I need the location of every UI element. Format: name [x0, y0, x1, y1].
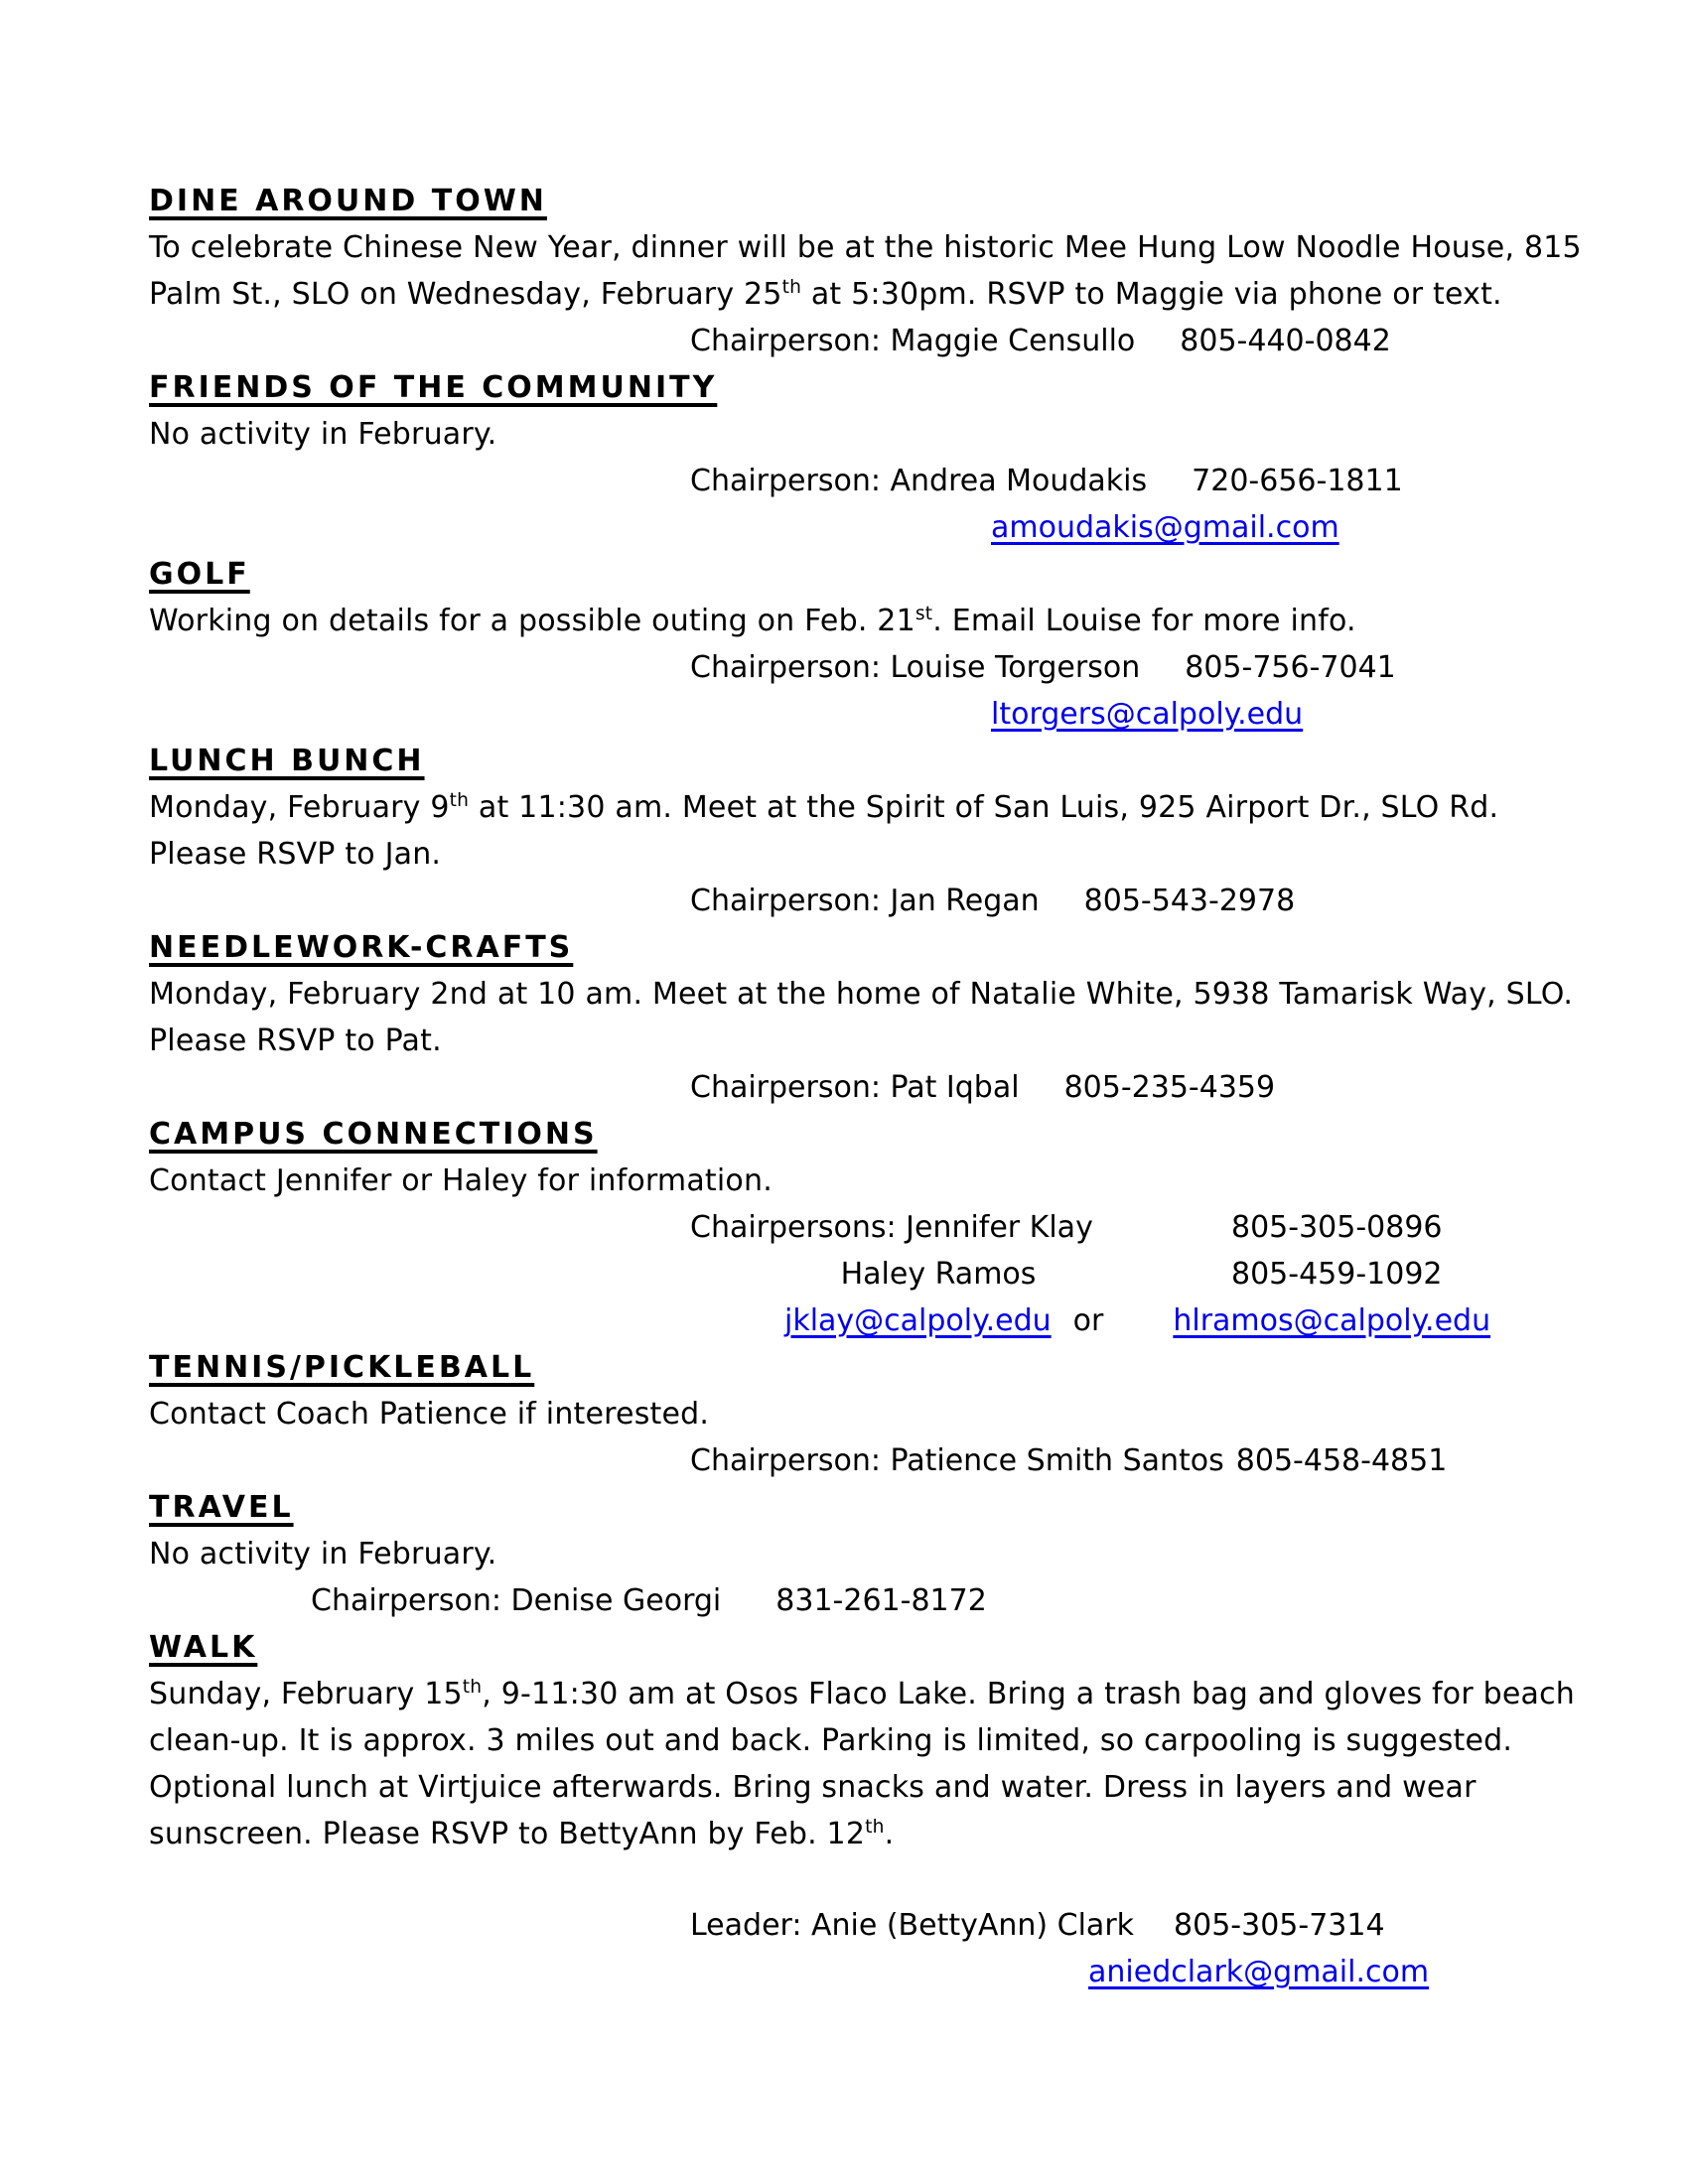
travel-contact-label: Chairperson: Denise Georgi [311, 1583, 722, 1618]
golf-contact-label: Chairperson: Louise Torgerson [690, 650, 1141, 685]
walk-leader-line [149, 1902, 1589, 1949]
friends-contact-phone: 720-656-1811 [1192, 464, 1403, 498]
walk-title: WALK [149, 1630, 258, 1665]
section-campus-connections [149, 1111, 1589, 1344]
section-dine-around-town [149, 178, 1589, 364]
golf-email-line [149, 691, 1589, 738]
campus-contact-label-2: Haley Ramos [840, 1257, 1037, 1292]
section-friends-of-the-community [149, 364, 1589, 551]
needlework-contact-phone: 805-235-4359 [1063, 1070, 1276, 1105]
needlework-contact-line [149, 1064, 1589, 1111]
walk-leader-label: Leader: Anie (BettyAnn) Clark [690, 1908, 1135, 1943]
walk-leader-phone: 805-305-7314 [1174, 1908, 1385, 1943]
email-link-aniedclark[interactable]: aniedclark@gmail.com [1088, 1955, 1430, 1989]
friends-contact-line [149, 458, 1589, 504]
email-or-separator: or [1072, 1303, 1104, 1338]
travel-body: No activity in February. [149, 1537, 497, 1571]
needlework-contact-label: Chairperson: Pat Iqbal [690, 1070, 1020, 1105]
needlework-title: NEEDLEWORK-CRAFTS [149, 930, 574, 965]
tennis-contact-label: Chairperson: Patience Smith Santos [690, 1443, 1224, 1478]
tennis-body: Contact Coach Patience if interested. [149, 1397, 710, 1432]
dine-contact-label: Chairperson: Maggie Censullo [690, 324, 1136, 358]
campus-contact-phone-1: 805-305-0896 [1231, 1210, 1443, 1245]
tennis-contact-line [149, 1437, 1589, 1484]
campus-contact-phone-2: 805-459-1092 [1231, 1257, 1443, 1292]
golf-contact-line [149, 644, 1589, 691]
dine-title: DINE AROUND TOWN [149, 184, 547, 218]
campus-contact-line-1 [149, 1204, 1589, 1251]
friends-body: No activity in February. [149, 417, 497, 452]
tennis-contact-phone: 805-458-4851 [1235, 1443, 1448, 1478]
golf-title: GOLF [149, 557, 250, 592]
golf-contact-phone: 805-756-7041 [1185, 650, 1396, 685]
walk-email-line [149, 1949, 1589, 1995]
section-lunch-bunch [149, 738, 1589, 924]
friends-title: FRIENDS OF THE COMMUNITY [149, 370, 718, 405]
tennis-title: TENNIS/PICKLEBALL [149, 1350, 535, 1385]
friends-contact-label: Chairperson: Andrea Moudakis [690, 464, 1148, 498]
section-walk [149, 1624, 1589, 1995]
lunch-title: LUNCH BUNCH [149, 744, 425, 778]
lunch-contact-line [149, 878, 1589, 924]
campus-title: CAMPUS CONNECTIONS [149, 1117, 598, 1152]
campus-email-line [149, 1297, 1589, 1344]
section-tennis-pickleball [149, 1344, 1589, 1484]
email-link-amoudakis[interactable]: amoudakis@gmail.com [991, 510, 1339, 545]
dine-contact-line [149, 318, 1589, 364]
travel-contact-line [149, 1577, 1589, 1624]
section-needlework-crafts [149, 924, 1589, 1111]
section-travel [149, 1484, 1589, 1624]
campus-contact-label-1: Chairpersons: Jennifer Klay [690, 1210, 1093, 1245]
lunch-contact-phone: 805-543-2978 [1083, 884, 1296, 918]
lunch-body: Monday, February 9th at 11:30 am. Meet at the Spirit of San Luis, 925 Airport Dr., SLO Rd. Please RSVP to Jan. [149, 790, 1499, 872]
section-golf [149, 551, 1589, 738]
campus-contact-line-2 [149, 1251, 1589, 1297]
campus-body: Contact Jennifer or Haley for information. [149, 1163, 773, 1198]
email-link-hlramos[interactable]: hlramos@calpoly.edu [1173, 1303, 1491, 1338]
friends-email-line [149, 504, 1589, 551]
dine-contact-phone: 805-440-0842 [1180, 324, 1391, 358]
dine-body: To celebrate Chinese New Year, dinner will be at the historic Mee Hung Low Noodle House, 815 Palm St., SLO on Wednesday, February 25th at 5:30pm. RSVP to Maggie via phone or text. [149, 230, 1582, 312]
travel-contact-phone: 831-261-8172 [775, 1583, 987, 1618]
lunch-contact-label: Chairperson: Jan Regan [690, 884, 1040, 918]
email-link-ltorgers[interactable]: ltorgers@calpoly.edu [991, 697, 1304, 732]
golf-body: Working on details for a possible outing on Feb. 21st. Email Louise for more info. [149, 604, 1356, 638]
needlework-body: Monday, February 2nd at 10 am. Meet at the home of Natalie White, 5938 Tamarisk Way, SLO. Please RSVP to Pat. [149, 977, 1574, 1058]
walk-body: Sunday, February 15th, 9-11:30 am at Osos Flaco Lake. Bring a trash bag and gloves for beach clean-up. It is approx. 3 miles out and back. Parking is limited, so carpooling is suggested. Optional lunch at Virtjuice afterwards. Bring snacks and water. Dress in layers and wear sunscreen. Please RSVP to BettyAnn by Feb. 12th. [149, 1677, 1576, 1851]
travel-title: TRAVEL [149, 1490, 294, 1525]
email-link-jklay[interactable]: jklay@calpoly.edu [784, 1303, 1052, 1338]
